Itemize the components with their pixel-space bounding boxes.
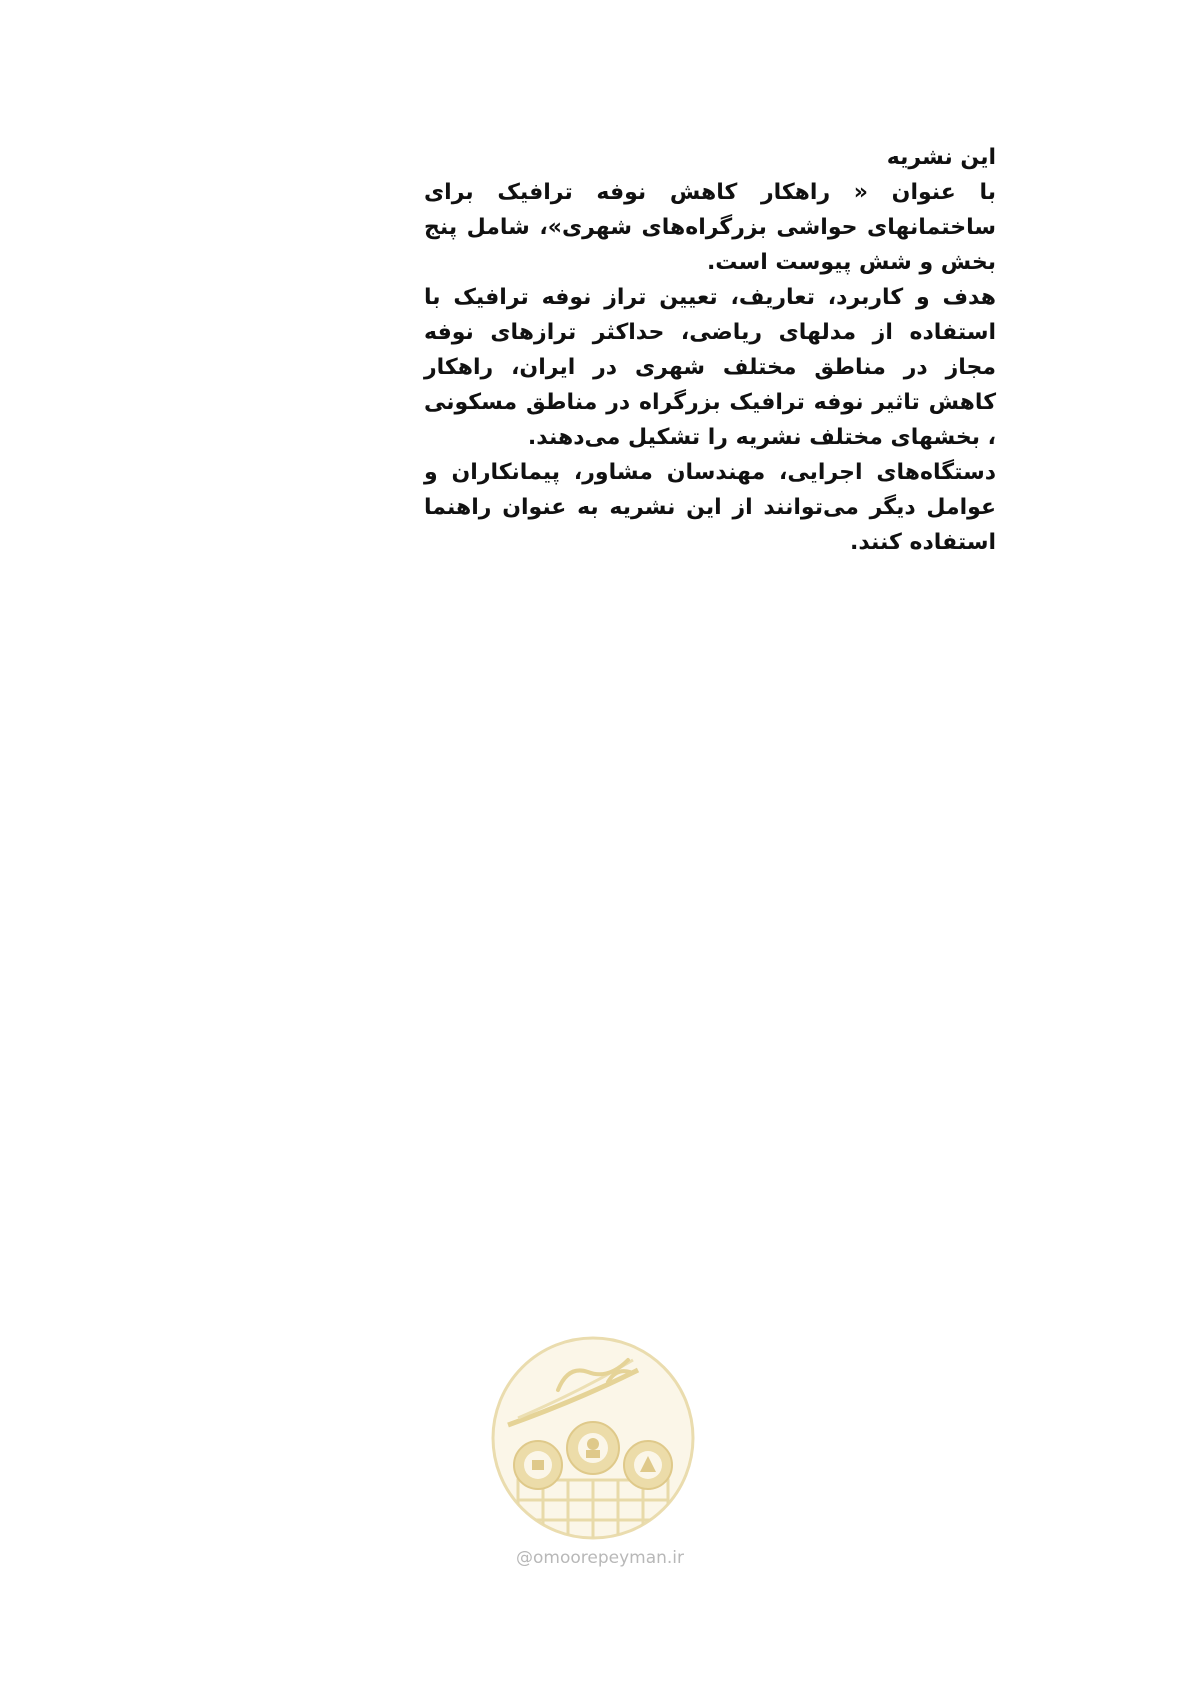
watermark-url-text: omoorepeyman.ir — [532, 1548, 685, 1568]
document-body — [424, 140, 996, 560]
paragraph-intro: با عنوان « راهکار کاهش نوفه ترافیک برای ساختمانهای حواشی بزرگراه‌های شهری»، شامل پنج بخش و شش پیوست است. — [424, 180, 996, 275]
watermark-logo-icon — [488, 1330, 698, 1580]
document-heading: این نشریه — [886, 145, 996, 170]
paragraph-audience: دستگاه‌های اجرایی، مهندسان مشاور، پیمانکاران و عوامل دیگر می‌توانند از این نشریه به عنوان راهنما استفاده کنند. — [424, 460, 996, 555]
paragraph-sections: هدف و کاربرد، تعاریف، تعیین تراز نوفه ترافیک با استفاده از مدلهای ریاضی، حداکثر ترازهای نوفه مجاز در مناطق مختلف شهری در ایران، راهکار کاهش تاثیر نوفه ترافیک بزرگراه در مناطق مسکونی ، بخشهای مختلف نشریه را تشکیل می‌دهند. — [424, 285, 996, 450]
at-icon: @ — [515, 1548, 533, 1568]
watermark-url — [500, 1548, 700, 1568]
